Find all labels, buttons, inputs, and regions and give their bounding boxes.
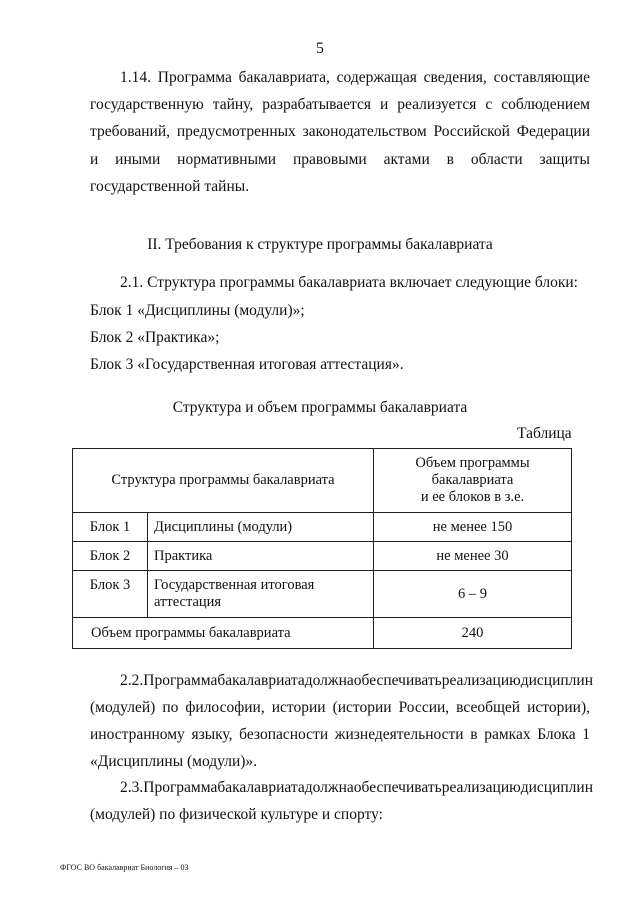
table-row	[73, 542, 572, 571]
word: обеспечивать	[353, 672, 442, 689]
block-cell: Блок 1	[73, 513, 148, 542]
paragraph-line	[90, 150, 590, 170]
word: и	[380, 96, 389, 113]
section-heading: II. Требования к структуре программы бакалавриата	[147, 236, 493, 253]
word: должна	[304, 779, 354, 796]
word: Программа	[157, 69, 232, 86]
block-cell: Блок 2	[73, 542, 148, 571]
word: нормативными	[177, 151, 277, 168]
table-label: Таблица	[517, 425, 572, 442]
block-item: Блок 1 «Дисциплины (модули)»;	[90, 302, 305, 319]
volume-cell: не менее 150	[374, 513, 572, 542]
name-cell: Практика	[148, 542, 374, 571]
header-structure: Структура программы бакалавриата	[73, 449, 374, 513]
word: истории	[271, 699, 326, 716]
word: 1.14.	[120, 69, 151, 86]
word: Программа	[143, 672, 218, 689]
word: требований,	[90, 123, 170, 140]
paragraph-line	[90, 725, 590, 745]
header-volume-line: Объем программы	[415, 455, 530, 471]
word: содержащая	[336, 69, 417, 86]
paragraph-line: «Дисциплины (модули)».	[90, 753, 258, 770]
word: рамках	[484, 726, 531, 743]
word: 1	[582, 726, 590, 743]
word: соблюдением	[501, 96, 590, 113]
table-total-row	[73, 618, 572, 649]
structure-table	[72, 448, 572, 649]
word: иностранному	[90, 726, 185, 743]
word: безопасности	[239, 726, 329, 743]
word: правовыми	[292, 151, 367, 168]
paragraph-line: государственной тайны.	[90, 178, 250, 195]
footer: ФГОС ВО бакалавриат Биология – 03	[60, 863, 189, 872]
word: разрабатывается	[262, 96, 372, 113]
word: бакалавриата	[217, 779, 305, 796]
word: иными	[115, 151, 161, 168]
word: области	[470, 151, 523, 168]
header-volume-line: и ее блоков в з.е.	[420, 489, 525, 505]
table-header-row	[73, 449, 572, 513]
paragraph-line	[90, 698, 590, 718]
table-row	[73, 513, 572, 542]
word: всеобщей	[456, 699, 521, 716]
word: в	[470, 726, 478, 743]
block-cell: Блок 3	[73, 571, 148, 618]
paragraph-line	[90, 122, 590, 142]
word: законодательством	[302, 123, 427, 140]
name-cell: Дисциплины (модули)	[148, 513, 374, 542]
paragraph-line	[120, 671, 594, 691]
total-value: 240	[374, 618, 572, 649]
word: реализацию	[441, 672, 521, 689]
word: с	[485, 96, 493, 113]
name-cell: Государственная итоговая аттестация	[148, 571, 374, 618]
word: России,	[398, 699, 450, 716]
word: защиты	[539, 151, 590, 168]
paragraph-line	[120, 68, 590, 88]
word: языку,	[191, 726, 233, 743]
word: реализуется	[397, 96, 477, 113]
word: истории),	[527, 699, 590, 716]
word: тайну,	[212, 96, 254, 113]
volume-cell: не менее 30	[374, 542, 572, 571]
paragraph-line	[120, 778, 594, 798]
word: актами	[383, 151, 430, 168]
paragraph-line	[90, 95, 590, 115]
table-caption: Структура и объем программы бакалавриата	[172, 399, 468, 416]
paragraph-line: (модулей) по физической культуре и спорту:	[90, 806, 383, 823]
word: философии,	[185, 699, 265, 716]
word: Блока	[537, 726, 576, 743]
word: сведения,	[423, 69, 487, 86]
block-item: Блок 3 «Государственная итоговая аттестация».	[90, 356, 404, 373]
word: и	[90, 151, 99, 168]
word: Программа	[143, 779, 218, 796]
page-number: 5	[316, 40, 324, 57]
volume-cell: 6 – 9	[374, 571, 572, 618]
word: составляющие	[493, 69, 590, 86]
word: дисциплин	[520, 779, 594, 796]
word: 2.2.	[120, 672, 144, 689]
word: жизнедеятельности	[334, 726, 464, 743]
paragraph-2-1: 2.1. Структура программы бакалавриата включает следующие блоки:	[120, 274, 578, 291]
word: предусмотренных	[176, 123, 296, 140]
header-volume-line: бакалавриата	[431, 472, 514, 488]
word: реализацию	[441, 779, 521, 796]
word: Российской	[433, 123, 510, 140]
word: должна	[304, 672, 354, 689]
word: 2.3.	[120, 779, 144, 796]
word: государственную	[90, 96, 204, 113]
header-volume	[374, 449, 572, 513]
word: (модулей)	[90, 699, 156, 716]
word: Федерации	[516, 123, 590, 140]
word: обеспечивать	[353, 779, 442, 796]
word: (истории	[332, 699, 392, 716]
total-label: Объем программы бакалавриата	[73, 618, 374, 649]
word: в	[446, 151, 454, 168]
table-row	[73, 571, 572, 618]
word: бакалавриата	[217, 672, 305, 689]
word: бакалавриата,	[238, 69, 330, 86]
word: дисциплин	[520, 672, 594, 689]
word: по	[162, 699, 179, 716]
block-item: Блок 2 «Практика»;	[90, 329, 220, 346]
